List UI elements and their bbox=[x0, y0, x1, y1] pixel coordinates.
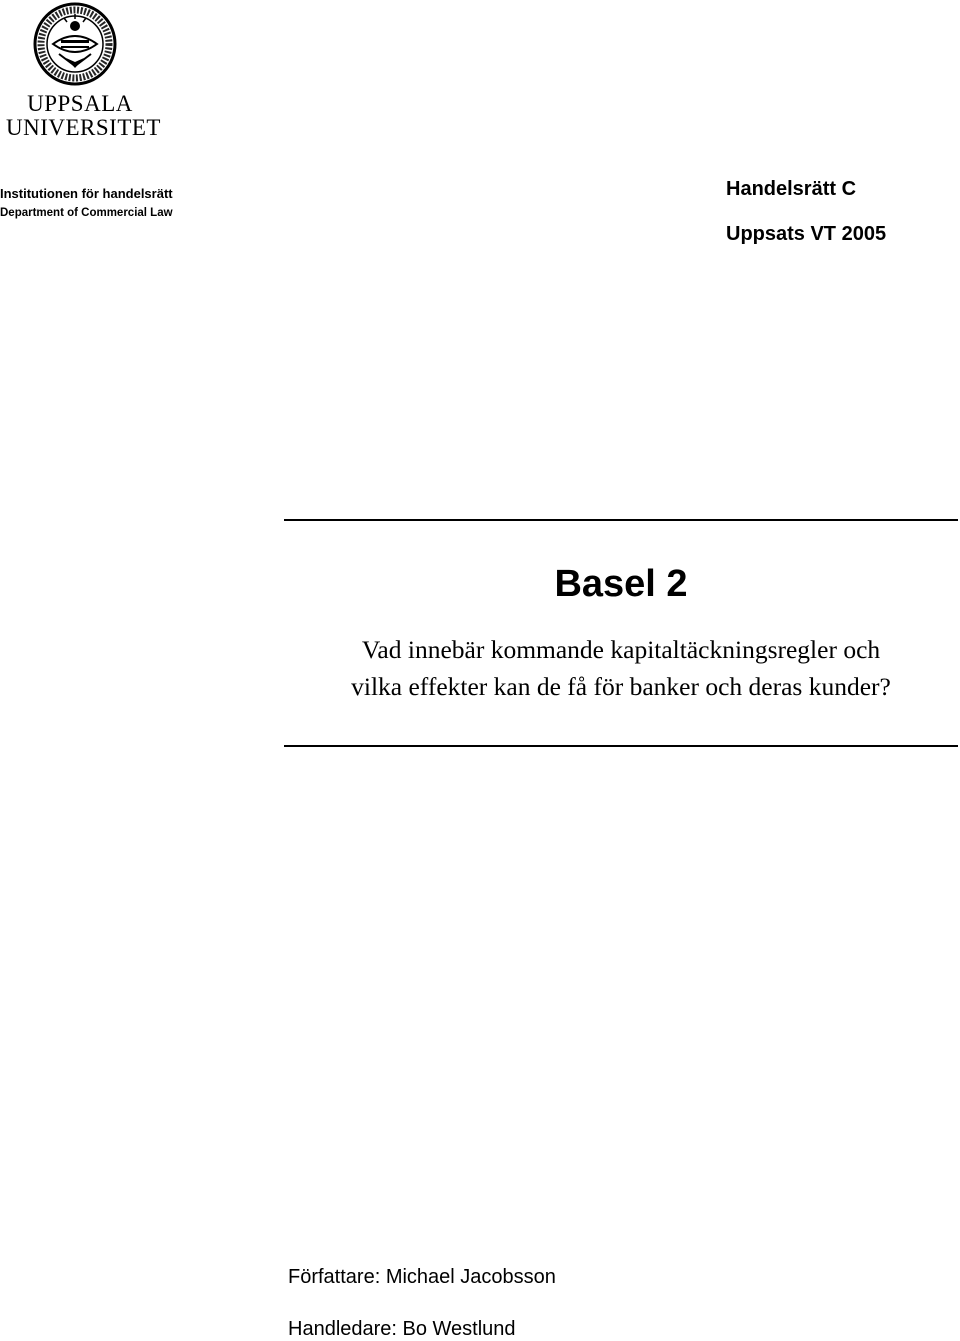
subtitle-line-2: vilka effekter kan de få för banker och deras kunder? bbox=[351, 672, 891, 701]
author-line: Författare: Michael Jacobsson bbox=[288, 1266, 556, 1288]
paper-term: Uppsats VT 2005 bbox=[726, 223, 887, 245]
page-title: Basel 2 bbox=[554, 563, 688, 605]
university-seal-logo bbox=[33, 2, 117, 86]
university-name-line1: UPPSALA bbox=[27, 91, 133, 116]
university-name-line2: UNIVERSITET bbox=[6, 115, 161, 140]
title-bottom-rule bbox=[284, 745, 958, 747]
course-name: Handelsrätt C bbox=[726, 178, 857, 200]
subtitle-line-1: Vad innebär kommande kapitaltäckningsregler och bbox=[361, 635, 881, 664]
institution-name-swedish: Institutionen för handelsrätt bbox=[0, 186, 173, 201]
supervisor-line: Handledare: Bo Westlund bbox=[288, 1318, 516, 1340]
institution-name-english: Department of Commercial Law bbox=[0, 207, 173, 219]
title-top-rule bbox=[284, 519, 958, 521]
university-logo-text bbox=[6, 91, 161, 140]
page-subtitle bbox=[284, 631, 958, 705]
